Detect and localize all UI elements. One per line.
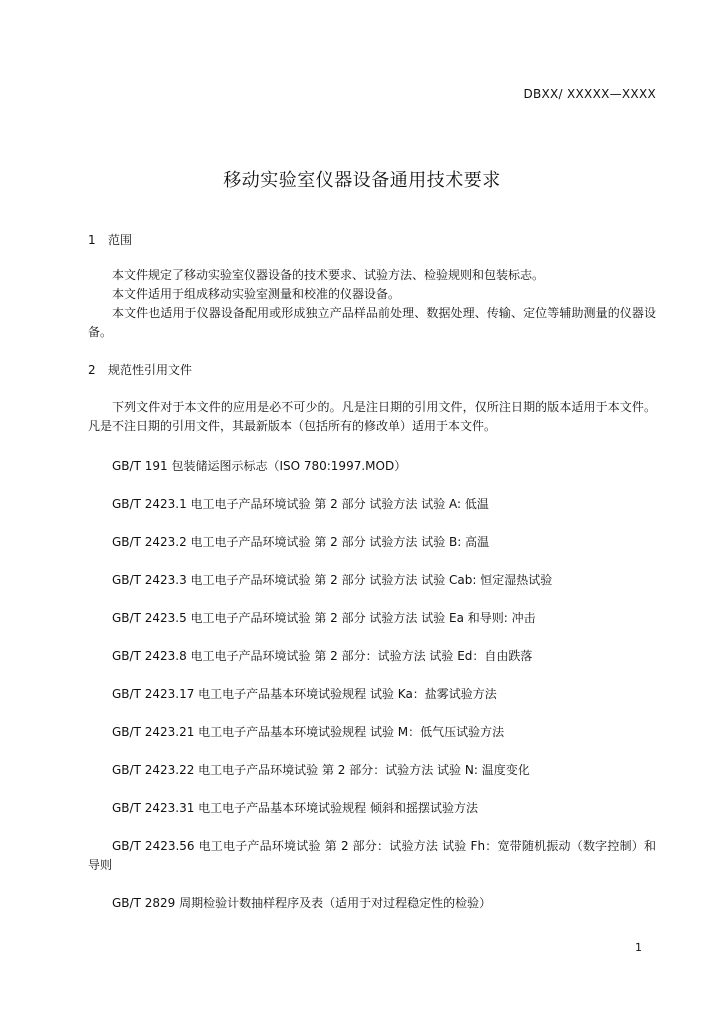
reference-item: GB/T 2829 周期检验计数抽样程序及表（适用于对过程稳定性的检验） (112, 896, 492, 910)
reference-item: GB/T 2423.1 电工电子产品环境试验 第 2 部分 试验方法 试验 A: 低温 (112, 497, 489, 511)
reference-item: GB/T 2423.31 电工电子产品基本环境试验规程 倾斜和摇摆试验方法 (112, 801, 478, 815)
reference-item: GB/T 191 包装储运图示标志（ISO 780:1997.MOD） (112, 459, 407, 473)
reference-item: GB/T 2423.22 电工电子产品环境试验 第 2 部分：试验方法 试验 N: 温度变化 (112, 763, 530, 777)
scope-paragraph-3: 本文件也适用于仪器设备配用或形成独立产品样品前处理、数据处理、传输、定位等辅助测量的仪器设备。 (88, 306, 656, 339)
reference-item: GB/T 2423.5 电工电子产品环境试验 第 2 部分 试验方法 试验 Ea 和导则: 冲击 (112, 611, 536, 625)
section-number: 2 (88, 363, 96, 377)
reference-item: GB/T 2423.3 电工电子产品环境试验 第 2 部分 试验方法 试验 Cab: 恒定湿热试验 (112, 573, 553, 587)
reference-item: GB/T 2423.2 电工电子产品环境试验 第 2 部分 试验方法 试验 B: 高温 (112, 535, 490, 549)
page-number: 1 (635, 941, 642, 954)
section-2-heading (88, 361, 192, 378)
document-code: DBXX/ XXXXX—XXXX (523, 87, 656, 101)
section-number: 1 (88, 233, 96, 247)
reference-item: GB/T 2423.56 电工电子产品环境试验 第 2 部分：试验方法 试验 Fh：宽带随机振动（数字控制）和导则 (88, 839, 656, 872)
reference-item: GB/T 2423.8 电工电子产品环境试验 第 2 部分：试验方法 试验 Ed：自由跌落 (112, 649, 533, 663)
scope-paragraph-1: 本文件规定了移动实验室仪器设备的技术要求、试验方法、检验规则和包装标志。 (112, 268, 545, 282)
references-intro: 下列文件对于本文件的应用是必不可少的。凡是注日期的引用文件，仅所注日期的版本适用于本文件。凡是不注日期的引用文件，其最新版本（包括所有的修改单）适用于本文件。 (88, 400, 656, 433)
section-1-heading (88, 231, 132, 248)
scope-paragraph-2: 本文件适用于组成移动实验室测量和校准的仪器设备。 (112, 287, 401, 301)
reference-item: GB/T 2423.17 电工电子产品基本环境试验规程 试验 Ka：盐雾试验方法 (112, 687, 497, 701)
reference-item: GB/T 2423.21 电工电子产品基本环境试验规程 试验 M：低气压试验方法 (112, 725, 505, 739)
document-title: 移动实验室仪器设备通用技术要求 (223, 170, 501, 191)
section-title: 规范性引用文件 (108, 363, 193, 377)
section-title: 范围 (108, 233, 133, 247)
